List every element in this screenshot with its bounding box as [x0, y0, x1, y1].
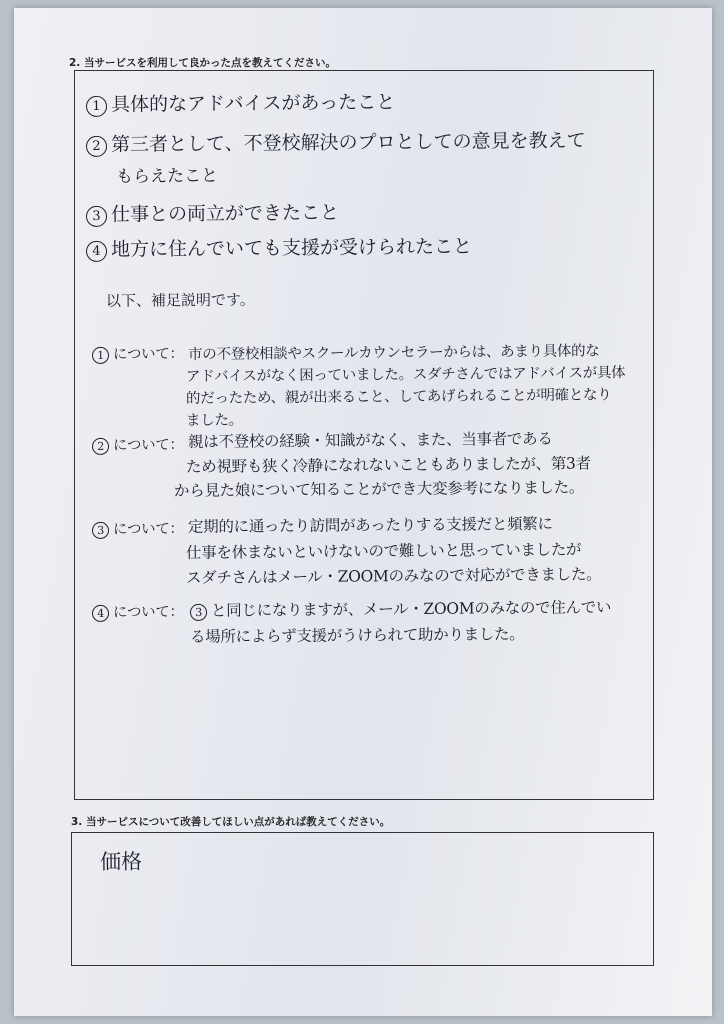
note-prefix: について： — [112, 437, 184, 454]
reference-number-circle: 3 — [190, 603, 207, 620]
answer-item-1 — [86, 87, 395, 117]
answer-item-3 — [86, 198, 339, 227]
item-number-circle: 2 — [86, 135, 107, 156]
note-1-line: アドバイスがなく困っていました。スダチさんではアドバイスが具体 — [185, 365, 626, 385]
note-prefix: について： — [112, 346, 184, 363]
note-prefix: について： — [112, 521, 184, 538]
note-number-circle: 1 — [92, 346, 109, 363]
note-prefix: について： — [112, 604, 184, 621]
question-3-answer-box — [71, 832, 654, 966]
answer-item-text: 仕事との両立ができたこと — [110, 201, 340, 226]
answer-item-text: 具体的なアドバイスがあったこと — [110, 91, 396, 116]
answer-item-2-continuation: もらえたこと — [115, 166, 219, 187]
note-number-circle: 2 — [92, 437, 109, 454]
note-3-line: スダチさんはメール・ZOOMのみなので対応ができました。 — [185, 565, 602, 587]
answer-item-4 — [86, 232, 472, 262]
note-3-line: 仕事を休まないといけないので難しいと思っていましたが — [185, 540, 582, 562]
note-3-line: 定期的に通ったり訪問があったりする支援だと頻繁に — [187, 514, 553, 536]
note-2-label — [92, 433, 184, 455]
item-number-circle: 1 — [86, 95, 107, 116]
question-2-heading: 2. 当サービスを利用して良かった点を教えてください。 — [69, 57, 336, 69]
note-number-circle: 4 — [92, 604, 109, 621]
note-1-label — [92, 342, 184, 364]
note-line-text: と同じになりますが、メール・ZOOMのみなので住んでい — [210, 598, 612, 620]
note-4-label — [92, 600, 184, 622]
item-number-circle: 4 — [86, 240, 107, 261]
note-number-circle: 3 — [92, 521, 109, 538]
note-1-line: 市の不登校相談やスクールカウンセラーからは、あまり具体的な — [187, 343, 600, 363]
answer-item-text: 第三者として、不登校解決のプロとしての意見を教えて — [110, 129, 586, 156]
supplement-intro: 以下、補足説明です。 — [105, 290, 255, 310]
note-4-line: る場所によらず支援がうけられて助かりました。 — [189, 625, 525, 646]
note-3-label — [92, 517, 184, 539]
note-1-line: 的だったため、親が出来ること、してあげられることが明確となり — [185, 387, 612, 407]
note-2-line: ため視野も狭く冷静になれないこともありましたが、第3者 — [185, 454, 591, 476]
item-number-circle: 3 — [86, 205, 107, 226]
question-3-answer: 価格 — [99, 849, 143, 874]
question-3-heading: 3. 当サービスについて改善してほしい点があれば教えてください。 — [71, 816, 391, 828]
answer-item-2 — [86, 126, 586, 157]
answer-item-text: 地方に住んでいても支援が受けられたこと — [110, 235, 473, 261]
note-2-line: 親は不登校の経験・知識がなく、また、当事者である — [187, 429, 553, 451]
note-1-line: ました。 — [185, 412, 243, 429]
note-2-line: から見た娘について知ることができ大変参考になりました。 — [173, 478, 585, 500]
note-4-line — [190, 595, 611, 621]
